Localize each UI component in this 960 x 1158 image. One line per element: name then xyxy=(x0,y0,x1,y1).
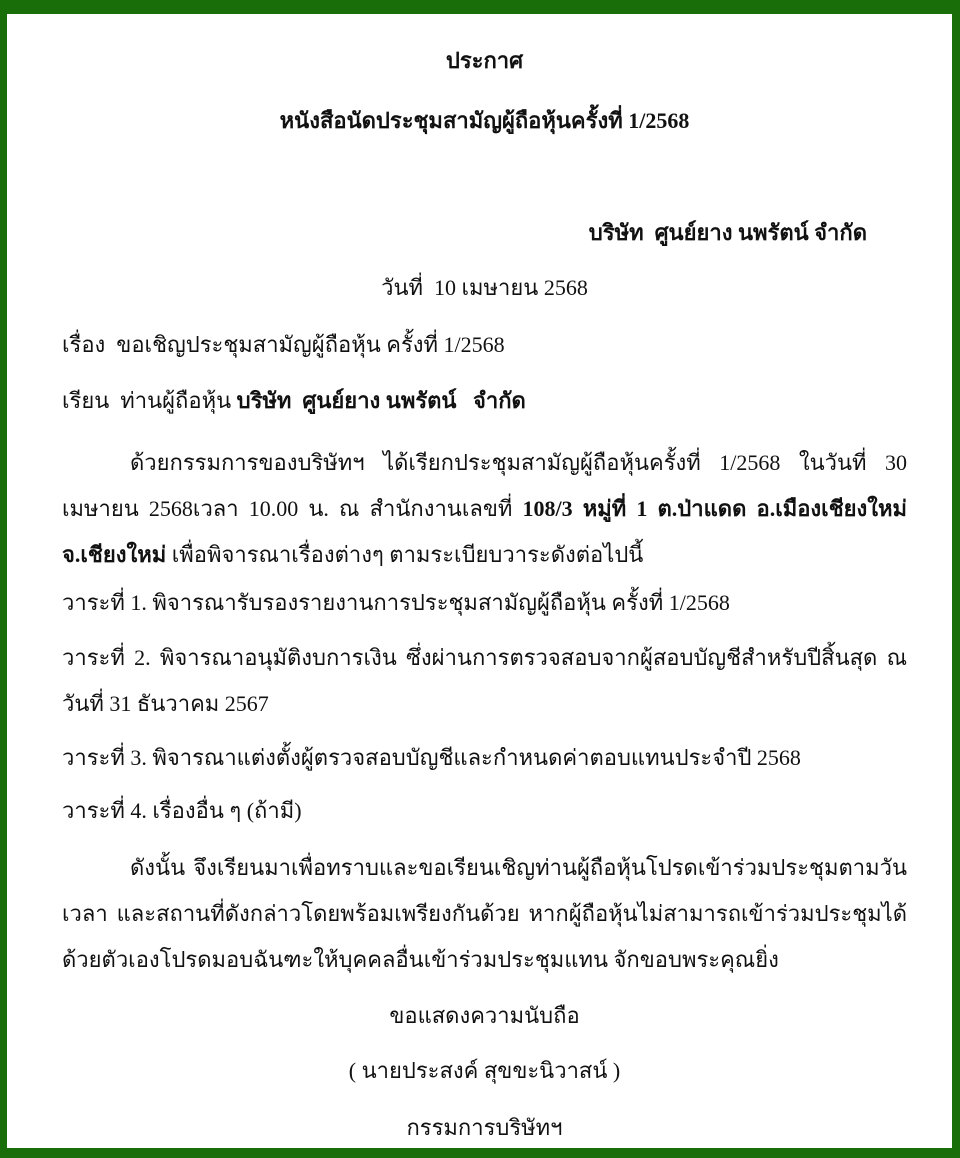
signature-name: ( นายประสงค์ สุขขะนิวาสน์ ) xyxy=(348,1058,621,1083)
agenda-item-3: วาระที่ 3. พิจารณาแต่งตั้งผู้ตรวจสอบบัญชีและกำหนดค่าตอบแทนประจำปี 2568 xyxy=(62,745,801,770)
agenda-item-1: วาระที่ 1. พิจารณารับรองรายงานการประชุมสามัญผู้ถือหุ้น ครั้งที่ 1/2568 xyxy=(62,590,730,615)
page-title: ประกาศ xyxy=(445,48,524,73)
intro-paragraph xyxy=(62,440,907,578)
document-content xyxy=(7,14,952,1148)
document-subtitle: หนังสือนัดประชุมสามัญผู้ถือหุ้นครั้งที่ 1/2568 xyxy=(279,108,690,133)
intro-address: 108/3 หมู่ที่ 1 ต.ป่าแดด อ.เมืองเชียงใหม่ จ.เชียงใหม่ xyxy=(62,496,908,567)
agenda-item-4: วาระที่ 4. เรื่องอื่น ๆ (ถ้ามี) xyxy=(62,798,302,823)
attention-line xyxy=(62,378,907,424)
subject-line: เรื่อง ขอเชิญประชุมสามัญผู้ถือหุ้น ครั้งที่ 1/2568 xyxy=(62,332,505,357)
closing-paragraph: ดังนั้น จึงเรียนมาเพื่อทราบและขอเรียนเชิญท่านผู้ถือหุ้นโปรดเข้าร่วมประชุมตามวัน เวลา และสถานที่ดังกล่าวโดยพร้อมเพรียงกันด้วย หากผู้ถือหุ้นไม่สามารถเข้าร่วมประชุมได้ด้วยตัวเองโปรดมอบฉันฑะให้บุคคลอื่นเข้าร่วมประชุมแทน จักขอบพระคุณยิ่ง xyxy=(62,855,907,972)
attention-company: บริษัท ศูนย์ยาง นพรัตน์ จำกัด xyxy=(236,388,526,413)
company-name: บริษัท ศูนย์ยาง นพรัตน์ จำกัด xyxy=(588,220,867,245)
intro-part1: ด้วยกรรมการของบริษัทฯ ได้เรียกประชุมสามัญผู้ถือหุ้นครั้งที่ 1/2568 ในวันที่ 30 เมษายน 2568เวลา 10.00 น. ณ สำนักงานเลขที่ xyxy=(62,450,907,521)
attention-prefix: เรียน ท่านผู้ถือหุ้น xyxy=(62,388,237,413)
date-line: วันที่ 10 เมษายน 2568 xyxy=(381,275,588,300)
signature-title: กรรมการบริษัทฯ xyxy=(406,1115,563,1140)
signature-salutation: ขอแสดงความนับถือ xyxy=(389,1003,580,1028)
agenda-item-2: วาระที่ 2. พิจารณาอนุมัติงบการเงิน ซึ่งผ่านการตรวจสอบจากผู้สอบบัญชีสำหรับปีสิ้นสุด ณ วันที่ 31 ธันวาคม 2567 xyxy=(62,645,907,716)
intro-part2: เพื่อพิจารณาเรื่องต่างๆ ตามระเบียบวาระดังต่อไปนี้ xyxy=(166,542,644,567)
